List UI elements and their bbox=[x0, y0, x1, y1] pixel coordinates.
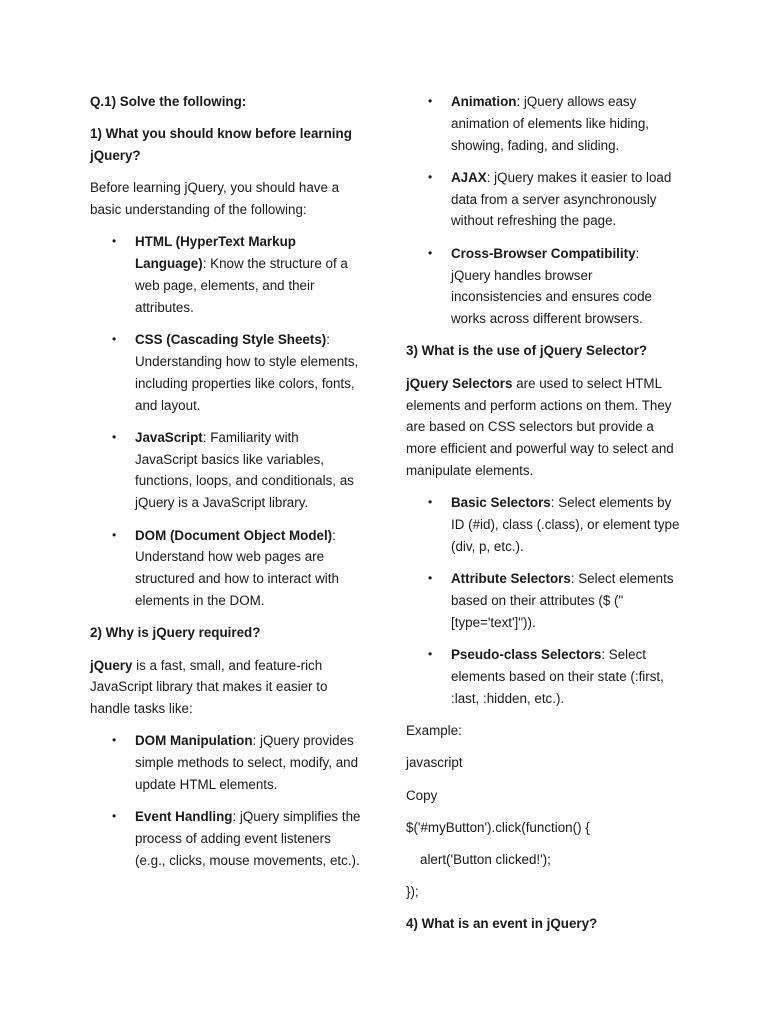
reasons-list-continued bbox=[406, 91, 682, 330]
item-desc: : jQuery handles browser inconsistencies and ensures code works across different browsers. bbox=[451, 245, 652, 327]
item-desc: : Know the structure of a web page, elements, and their attributes. bbox=[135, 256, 348, 315]
item-desc: : Understanding how to style elements, including properties like colors, fonts, and layout. bbox=[135, 332, 359, 413]
question-title: Q.1) Solve the following: bbox=[90, 94, 247, 109]
code-line: }); bbox=[406, 884, 419, 899]
section-1-intro: Before learning jQuery, you should have a basic understanding of the following: bbox=[90, 180, 340, 218]
section-2-heading: 2) Why is jQuery required? bbox=[90, 625, 261, 641]
reasons-list bbox=[90, 730, 362, 871]
list-item bbox=[90, 427, 362, 514]
bullet-icon: • bbox=[428, 647, 433, 662]
bullet-icon: • bbox=[112, 332, 117, 347]
item-desc: : jQuery makes it easier to load data from a server asynchronously without refreshing the page. bbox=[451, 169, 672, 229]
section-2-intro bbox=[90, 655, 362, 720]
intro-term: jQuery Selectors bbox=[406, 375, 513, 391]
list-item bbox=[406, 568, 682, 633]
list-item bbox=[90, 806, 362, 871]
section-3-heading: 3) What is the use of jQuery Selector? bbox=[406, 343, 648, 359]
section-1-heading: 1) What you should know before learning jQuery? bbox=[90, 126, 352, 164]
item-desc: : Select elements by ID (#id), class (.class), or element type (div, p, etc.). bbox=[451, 495, 680, 554]
list-item bbox=[406, 167, 682, 232]
list-item bbox=[406, 492, 682, 557]
right-column bbox=[406, 91, 682, 945]
intro-term: jQuery bbox=[90, 657, 133, 673]
intro-rest: are used to select HTML elements and perform actions on them. They are based on CSS selectors but provide a more efficient and powerful way to select and manipulate elements. bbox=[406, 375, 674, 478]
intro-rest: is a fast, small, and feature-rich JavaScript library that makes it easier to handle tasks like: bbox=[90, 657, 328, 717]
item-desc: : jQuery provides simple methods to select, modify, and update HTML elements. bbox=[135, 733, 359, 793]
list-item bbox=[406, 91, 682, 156]
code-line: $('#myButton').click(function() { bbox=[406, 819, 590, 835]
list-item bbox=[406, 243, 682, 330]
code-line: alert('Button clicked!'); bbox=[420, 851, 551, 867]
item-term: HTML (HyperText Markup Language) bbox=[135, 234, 296, 272]
bullet-icon: • bbox=[428, 245, 433, 260]
bullet-icon: • bbox=[112, 234, 117, 249]
item-desc: : Select elements based on their attributes ($ ("[type='text']")). bbox=[451, 571, 674, 630]
item-desc: : jQuery simplifies the process of adding event listeners (e.g., clicks, mouse movements, etc.). bbox=[135, 809, 361, 868]
code-language-label: javascript bbox=[406, 755, 463, 771]
section-4-heading: 4) What is an event in jQuery? bbox=[406, 916, 598, 932]
list-item bbox=[406, 644, 682, 709]
item-term: Cross-Browser Compatibility bbox=[451, 245, 636, 261]
item-term: Pseudo-class Selectors bbox=[451, 647, 602, 663]
section-3-intro bbox=[406, 373, 682, 482]
item-term: Basic Selectors bbox=[451, 495, 551, 511]
item-desc: : Select elements based on their state (:first, :last, :hidden, etc.). bbox=[451, 647, 664, 706]
bullet-icon: • bbox=[428, 571, 433, 586]
bullet-icon: • bbox=[428, 169, 433, 184]
selectors-list bbox=[406, 492, 682, 709]
item-term: DOM (Document Object Model) bbox=[135, 527, 333, 543]
item-term: JavaScript bbox=[135, 429, 203, 445]
bullet-icon: • bbox=[112, 733, 117, 748]
item-term: Event Handling bbox=[135, 809, 233, 825]
item-desc: : Understand how web pages are structured and how to interact with elements in the DOM. bbox=[135, 527, 339, 608]
left-column bbox=[90, 91, 362, 882]
item-term: Attribute Selectors bbox=[451, 571, 571, 587]
item-term: CSS (Cascading Style Sheets) bbox=[135, 332, 327, 348]
bullet-icon: • bbox=[428, 94, 433, 108]
item-term: DOM Manipulation bbox=[135, 733, 253, 749]
item-desc: : Familiarity with JavaScript basics like variables, functions, loops, and conditionals, as jQuery is a JavaScript library. bbox=[135, 429, 354, 511]
list-item bbox=[90, 525, 362, 612]
bullet-icon: • bbox=[112, 527, 117, 542]
bullet-icon: • bbox=[112, 429, 117, 444]
item-term: AJAX bbox=[451, 169, 487, 185]
prerequisites-list bbox=[90, 231, 362, 611]
list-item bbox=[90, 329, 362, 416]
item-term: Animation bbox=[451, 94, 517, 109]
example-label: Example: bbox=[406, 722, 462, 738]
bullet-icon: • bbox=[112, 809, 117, 824]
bullet-icon: • bbox=[428, 495, 433, 510]
list-item bbox=[90, 231, 362, 318]
item-desc: : jQuery allows easy animation of elements like hiding, showing, fading, and sliding. bbox=[451, 94, 649, 153]
list-item bbox=[90, 730, 362, 795]
copy-label: Copy bbox=[406, 787, 438, 803]
